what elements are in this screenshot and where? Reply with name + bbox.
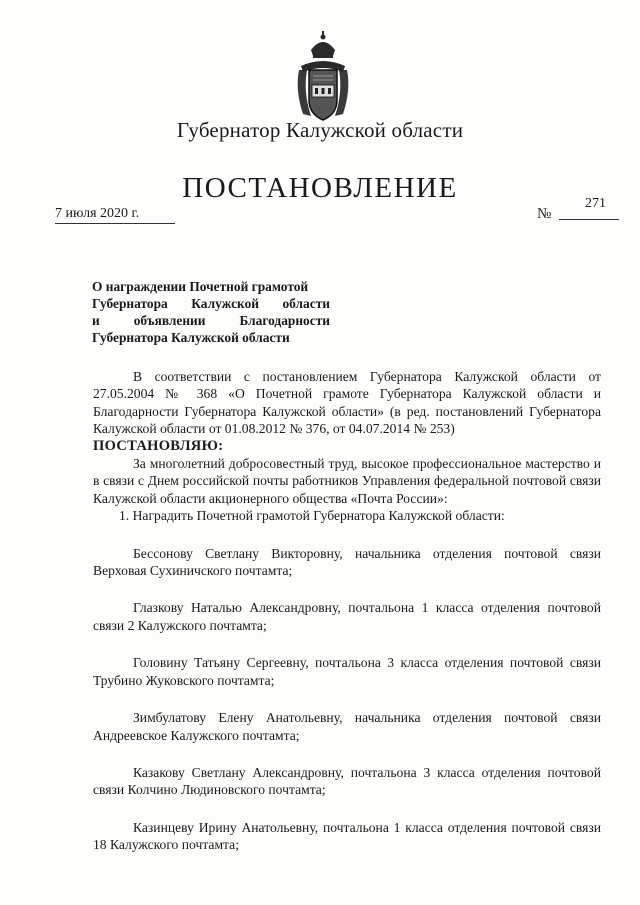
awardee-paragraph: Зимбулатову Елену Анатольевну, начальника отделения почтовой связи Андреевское Калужского почтамта; [93,710,601,743]
subject-line: Губернатора Калужской области [92,296,330,311]
document-number [537,196,621,220]
preamble-paragraph: В соответствии с постановлением Губернатора Калужской области от 27.05.2004 № 368 «О Почетной грамоте Губернатора Калужской области и Благодарности Губернатора Калужской области» (в ред. постановлений Губернатора Калужской области от 01.08.2012 № 376, от 04.07.2014 № 253) [93,369,601,437]
coat-of-arms-icon [293,30,353,125]
decree-word: ПОСТАНОВЛЯЮ: [93,437,224,454]
document-subject [92,278,330,346]
subject-line: О награждении Почетной грамотой [92,279,309,294]
number-underline [559,219,619,220]
subject-line: Губернатора Калужской области [92,330,290,345]
awardee-paragraph: Казакову Светлану Александровну, почтальона 3 класса отделения почтовой связи Колчино Людиновского почтамта; [93,764,601,798]
number-sign: № [537,206,552,222]
awardee-paragraph: Головину Татьяну Сергеевну, почтальона 3 класса отделения почтовой связи Трубино Жуковского почтамта; [93,655,601,688]
document-date: 7 июля 2020 г. [55,206,175,224]
reason-paragraph: За многолетний добросовестный труд, высокое профессиональное мастерство и в связи с Днем российской почты работников Управления федеральной почтовой связи Калужской области акционерного общества «Почта России»: [93,456,601,506]
awardee-paragraph: Казинцеву Ирину Анатольевну, почтальона 1 класса отделения почтовой связи 18 Калужского почтамта; [93,819,601,853]
issuing-authority: Губернатор Калужской области [176,118,464,142]
awardee-paragraph: Бессонову Светлану Викторовну, начальника отделения почтовой связи Верховая Сухиничского почтамта; [93,545,601,579]
number-value: 271 [585,196,606,211]
document-type-title: ПОСТАНОВЛЕНИЕ [182,172,458,204]
awardee-paragraph: Глазкову Наталью Александровну, почтальона 1 класса отделения почтовой связи 2 Калужского почтамта; [93,600,601,633]
document-body [93,368,601,854]
item-1-paragraph: 1. Наградить Почетной грамотой Губернатора Калужской области: [119,508,505,524]
subject-line: и объявлении Благодарности [92,313,330,328]
